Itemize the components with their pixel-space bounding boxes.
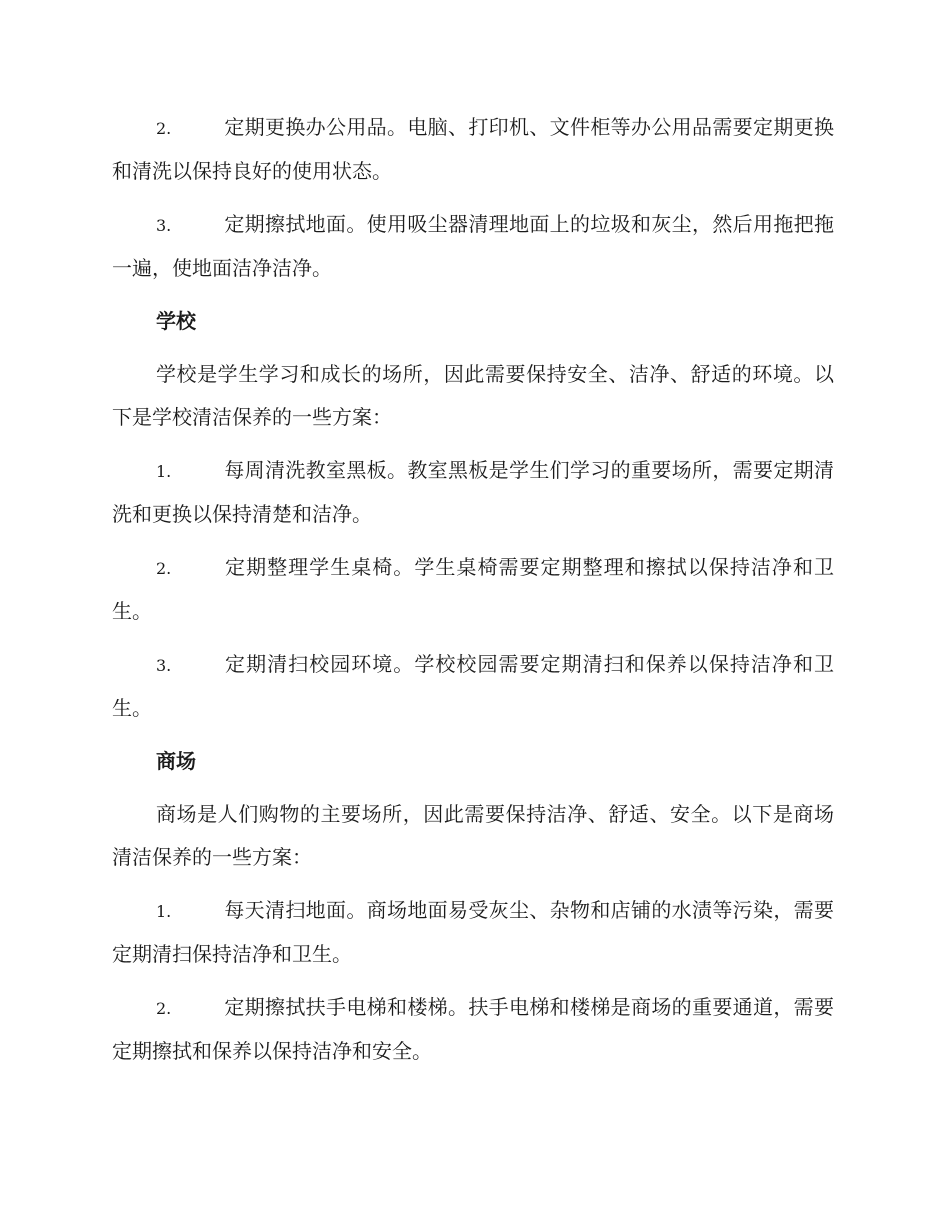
list-text: 定期擦拭扶手电梯和楼梯。扶手电梯和楼梯是商场的重要通道，需要定期擦拭和保养以保持洁净和安全。 xyxy=(112,995,834,1063)
section-heading-school: 学校 xyxy=(156,309,196,333)
list-item xyxy=(112,203,834,290)
list-number: 2. xyxy=(156,559,172,578)
list-item xyxy=(112,986,834,1073)
list-text: 定期清扫校园环境。学校校园需要定期清扫和保养以保持洁净和卫生。 xyxy=(112,652,834,720)
document-page xyxy=(112,106,834,1083)
list-item xyxy=(112,106,834,193)
list-text: 定期更换办公用品。电脑、打印机、文件柜等办公用品需要定期更换和清洗以保持良好的使用状态。 xyxy=(112,115,834,183)
list-item xyxy=(112,889,834,976)
list-item xyxy=(112,643,834,730)
list-number: 3. xyxy=(156,656,172,675)
section-intro-mall: 商场是人们购物的主要场所，因此需要保持洁净、舒适、安全。以下是商场清洁保养的一些方案： xyxy=(112,802,834,869)
list-item xyxy=(112,449,834,536)
list-text: 每天清扫地面。商场地面易受灰尘、杂物和店铺的水渍等污染，需要定期清扫保持洁净和卫生。 xyxy=(112,898,834,966)
list-number: 1. xyxy=(156,902,172,921)
list-number: 2. xyxy=(156,999,172,1018)
list-number: 3. xyxy=(156,216,172,235)
list-item xyxy=(112,546,834,633)
section-heading-mall: 商场 xyxy=(156,749,196,773)
list-number: 2. xyxy=(156,119,172,138)
list-text: 定期擦拭地面。使用吸尘器清理地面上的垃圾和灰尘，然后用拖把拖一遍，使地面洁净洁净。 xyxy=(112,212,834,280)
list-text: 每周清洗教室黑板。教室黑板是学生们学习的重要场所，需要定期清洗和更换以保持清楚和洁净。 xyxy=(112,458,834,526)
section-intro-school: 学校是学生学习和成长的场所，因此需要保持安全、洁净、舒适的环境。以下是学校清洁保养的一些方案： xyxy=(112,362,834,429)
list-text: 定期整理学生桌椅。学生桌椅需要定期整理和擦拭以保持洁净和卫生。 xyxy=(112,555,834,623)
list-number: 1. xyxy=(156,462,172,481)
